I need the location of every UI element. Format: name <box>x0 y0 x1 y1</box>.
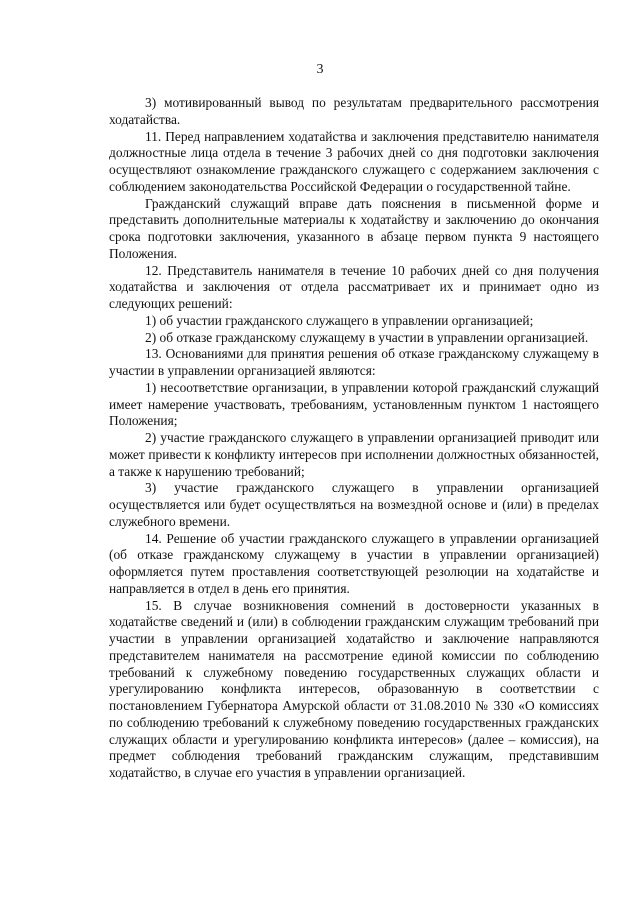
paragraph-clause-11: 11. Перед направлением ходатайства и заключения представителю нанимателя должностные лица отдела в течение 3 рабочих дней со дня подготовки заключения осуществляют ознакомление гражданского служащего с содержанием заключения с соблюдением законодательства Российской Федерации о государственной тайне. <box>109 128 599 194</box>
paragraph-clause-13: 13. Основаниями для принятия решения об отказе гражданскому служащему в участии в управлении организацией являются: <box>109 346 599 378</box>
paragraph-decision-participation: 1) об участии гражданского служащего в управлении организацией; <box>145 312 534 328</box>
document-body <box>109 95 599 782</box>
paragraph-employee-explanations: Гражданский служащий вправе дать пояснения в письменной форме и представить дополнительные материалы к ходатайству и заключению до окончания срока подготовки заключения, указанного в абзаце первом пункта 9 настоящего Положения. <box>109 195 599 261</box>
paragraph-ground-3: 3) участие гражданского служащего в управлении организацией осуществляется или будет осуществляться на возмездной основе и (или) в пределах служебного времени. <box>109 480 599 529</box>
paragraph-clause-12: 12. Представитель нанимателя в течение 10 рабочих дней со дня получения ходатайства и заключения от отдела рассматривает их и принимает одно из следующих решений: <box>109 262 599 311</box>
paragraph-ground-1: 1) несоответствие организации, в управлении которой гражданский служащий имеет намерение участвовать, требованиям, установленным пунктом 1 настоящего Положения; <box>109 379 599 429</box>
paragraph-item-3-reasoned-conclusion: 3) мотивированный вывод по результатам предварительного рассмотрения ходатайства. <box>109 95 599 127</box>
paragraph-clause-14: 14. Решение об участии гражданского служащего в управлении организацией (об отказе гражданскому служащему в участии в управлении организацией) оформляется путем проставления соответствующей резолюции на ходатайстве и направляется в отдел в день его принятия. <box>109 530 599 596</box>
page-number: 3 <box>316 62 324 77</box>
paragraph-clause-15: 15. В случае возникновения сомнений в достоверности указанных в ходатайстве сведений и (или) в соблюдении гражданским служащим требований при участии в управлении организацией ходатайство и заключение направляются представителем нанимателя на рассмотрение единой комиссии по соблюдению требований к служебному поведению государственных служащих области и урегулированию конфликта интересов, образованную в соответствии с постановлением Губернатора Амурской области от 31.08.2010 № 330 «О комиссиях по соблюдению требований к служебному поведению государственных гражданских служащих области и урегулированию конфликта интересов» (далее – комиссия), на предмет соблюдения требований гражданским служащим, представившим ходатайство, в случае его участия в управлении организацией. <box>109 597 599 780</box>
paragraph-ground-2: 2) участие гражданского служащего в управлении организацией приводит или может привести к конфликту интересов при исполнении должностных обязанностей, а также к нарушению требований; <box>109 430 599 479</box>
paragraph-decision-refusal: 2) об отказе гражданскому служащему в участии в управлении организацией. <box>145 329 589 345</box>
